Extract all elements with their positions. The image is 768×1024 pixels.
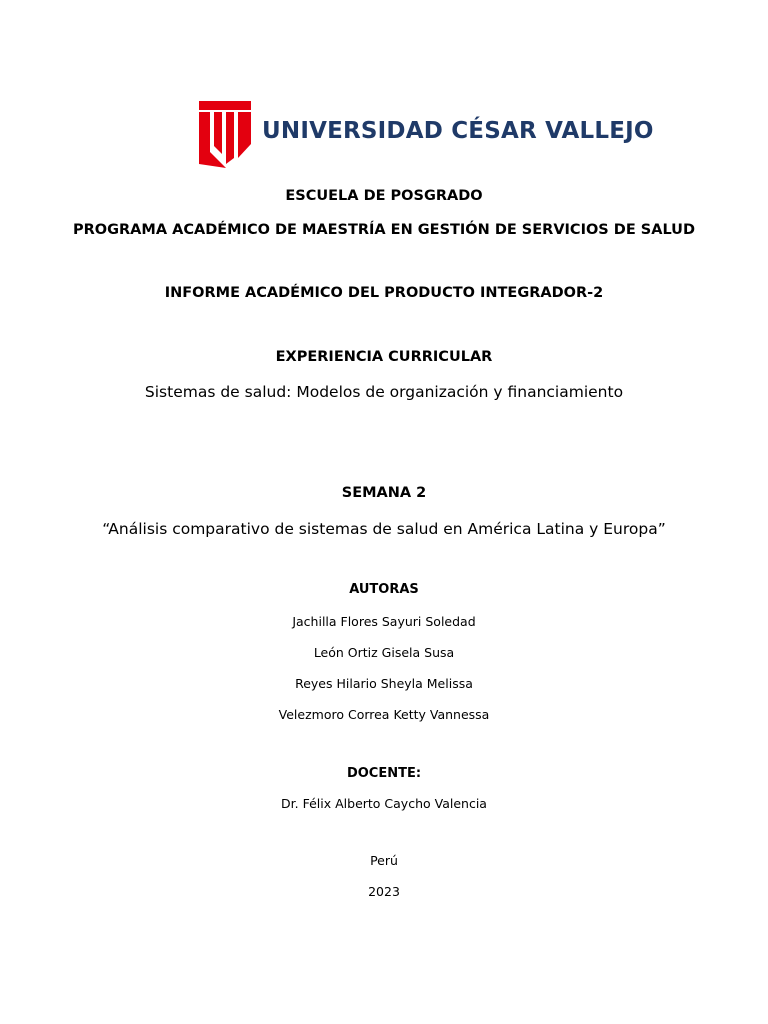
ucv-shield-icon	[196, 98, 256, 170]
program-name: PROGRAMA ACADÉMICO DE MAESTRÍA EN GESTIÓN DE SERVICIOS DE SALUD	[73, 222, 695, 238]
year: 2023	[368, 884, 400, 899]
university-logo	[196, 98, 654, 170]
authors-label: AUTORAS	[349, 582, 419, 597]
teacher-label: DOCENTE:	[346, 766, 422, 781]
course-name: Sistemas de salud: Modelos de organización y financiamiento	[144, 383, 624, 401]
country: Perú	[370, 853, 398, 868]
teacher-name: Dr. Félix Alberto Caycho Valencia	[281, 796, 487, 811]
course-label: EXPERIENCIA CURRICULAR	[275, 349, 493, 365]
author-name: León Ortiz Gisela Susa	[313, 645, 455, 660]
author-name: Jachilla Flores Sayuri Soledad	[292, 614, 476, 629]
week-label: SEMANA 2	[341, 485, 427, 501]
week-topic: “Análisis comparativo de sistemas de salud en América Latina y Europa”	[102, 520, 666, 538]
author-name: Reyes Hilario Sheyla Melissa	[295, 676, 473, 691]
logo-wordmark: UNIVERSIDAD CÉSAR VALLEJO	[262, 118, 654, 144]
school-name: ESCUELA DE POSGRADO	[285, 188, 483, 204]
author-name: Velezmoro Correa Ketty Vannessa	[278, 707, 490, 722]
report-title: INFORME ACADÉMICO DEL PRODUCTO INTEGRADOR-2	[164, 285, 604, 301]
